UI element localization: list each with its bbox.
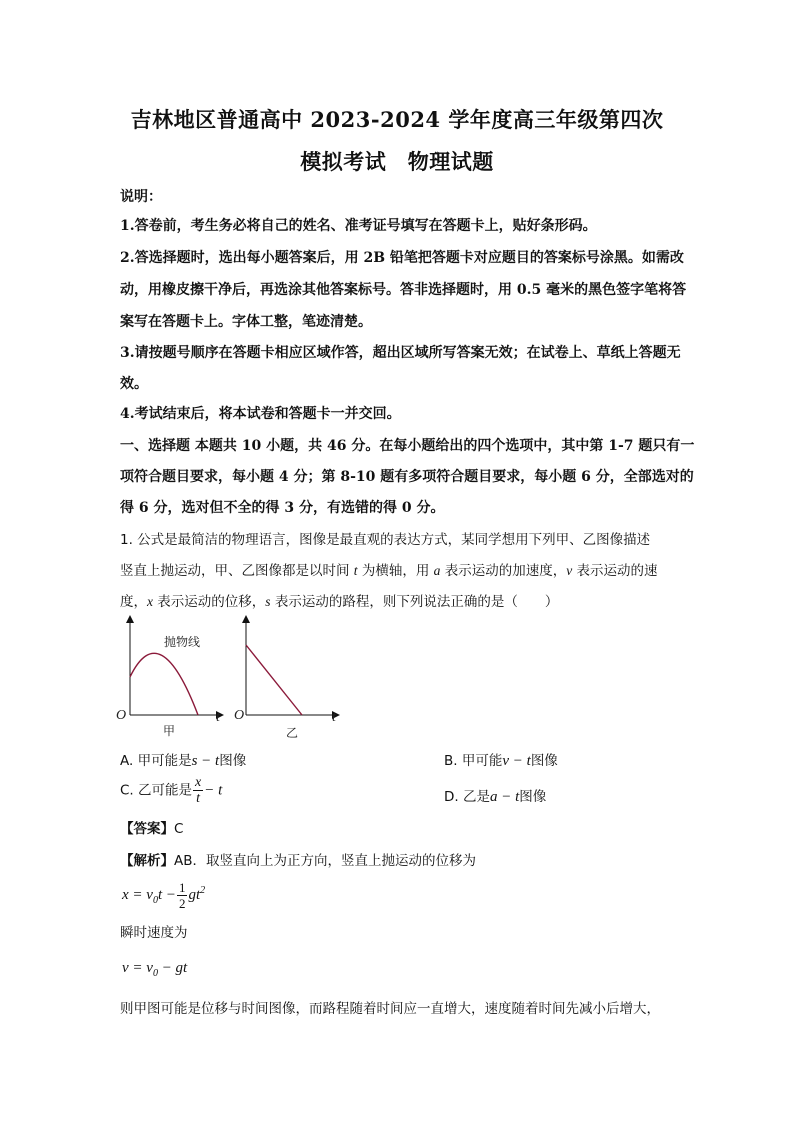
jia-caption: 甲 bbox=[163, 724, 176, 738]
f2-sub: 0 bbox=[152, 968, 158, 979]
f1-mid: t − bbox=[157, 886, 176, 903]
title-line-2: 模拟考试 物理试题 bbox=[300, 149, 494, 174]
analysis-label: 【解析】 bbox=[120, 853, 174, 869]
graph-yi bbox=[228, 615, 346, 743]
jia-axis-label: t bbox=[216, 710, 220, 725]
question-1-line-2 bbox=[120, 562, 680, 580]
instructions-label: 说明： bbox=[120, 189, 162, 205]
jia-parabola-curve bbox=[130, 653, 198, 715]
answer-value: C bbox=[174, 821, 184, 837]
option-c-math: − t bbox=[204, 782, 223, 799]
option-c-numerator: x bbox=[195, 775, 202, 790]
f2-rhs: − gt bbox=[157, 960, 188, 976]
f1-lhs: x = v bbox=[122, 886, 153, 903]
q1-var-v: v bbox=[566, 563, 573, 578]
analysis-text: AB．取竖直向上为正方向，竖直上抛运动的位移为 bbox=[174, 853, 476, 869]
instruction-4: 4.考试结束后，将本试卷和答题卡一并交回。 bbox=[120, 406, 401, 422]
graph-jia bbox=[112, 615, 230, 743]
q1-text-c: 表示运动的加速度， bbox=[440, 563, 567, 579]
formula-displacement bbox=[122, 880, 205, 911]
option-a-suffix: 图像 bbox=[219, 753, 247, 769]
q1-text-g: 表示运动的路程，则下列说法正确的是（ ） bbox=[270, 594, 559, 610]
instruction-3-cont: 效。 bbox=[120, 376, 148, 392]
section-header: 一、选择题 本题共 10 小题，共 46 分。在每小题给出的四个选项中，其中第 1-7 题只有一 bbox=[120, 438, 695, 454]
analysis-line-2: 瞬时速度为 bbox=[120, 925, 188, 941]
option-b-suffix: 图像 bbox=[530, 753, 558, 769]
option-a-prefix: A. 甲可能是 bbox=[120, 753, 192, 769]
q1-var-s: s bbox=[265, 594, 271, 609]
f1-fraction bbox=[177, 880, 188, 911]
option-a bbox=[120, 749, 246, 770]
yi-origin: O bbox=[234, 708, 245, 723]
instruction-2-cont2: 案写在答题卡上。字体工整，笔迹清楚。 bbox=[120, 314, 372, 330]
f2-lhs: v = v bbox=[122, 960, 153, 976]
answer-line bbox=[120, 820, 680, 838]
title-line-1: 吉林地区普通高中 2023-2024 学年度高三年级第四次 bbox=[130, 107, 664, 132]
analysis-line-1 bbox=[120, 852, 680, 870]
option-c-fraction bbox=[193, 775, 203, 806]
q1-text-b: 为横轴，用 bbox=[357, 563, 434, 579]
question-1-line-1: 1. 公式是最简洁的物理语言，图像是最直观的表达方式，某同学想用下列甲、乙图像描述 bbox=[120, 532, 651, 548]
q1-text-d: 表示运动的速 bbox=[572, 563, 658, 579]
q1-var-x: x bbox=[147, 594, 153, 609]
instruction-1: 1.答卷前，考生务必将自己的姓名、准考证号填写在答题卡上，贴好条形码。 bbox=[120, 218, 597, 234]
yi-axis-label: t bbox=[332, 710, 336, 725]
yi-straight-line bbox=[246, 645, 302, 715]
formula-velocity bbox=[122, 960, 187, 979]
q1-text-f: 表示运动的位移， bbox=[153, 594, 266, 610]
q1-text-e: 度， bbox=[120, 594, 147, 610]
option-c-denominator: t bbox=[196, 791, 201, 806]
analysis-line-3: 则甲图可能是位移与时间图像，而路程随着时间应一直增大，速度随着时间先减小后增大， bbox=[120, 1001, 660, 1017]
instruction-2-cont: 动，用橡皮擦干净后，再选涂其他答案标号。答非选择题时，用 0.5 毫米的黑色签字笔将答 bbox=[120, 282, 687, 298]
option-d bbox=[444, 785, 546, 806]
section-line-3: 得 6 分，选对但不全的得 3 分，有选错的得 0 分。 bbox=[120, 500, 445, 516]
answer-label: 【答案】 bbox=[120, 821, 174, 837]
option-a-math: s − t bbox=[191, 753, 220, 769]
q1-text-a: 竖直上抛运动，甲、乙图像都是以时间 bbox=[120, 563, 354, 579]
section-line-2: 项符合题目要求，每小题 4 分；第 8-10 题有多项符合题目要求，每小题 6 分，全部选对的 bbox=[120, 469, 694, 485]
jia-origin: O bbox=[116, 708, 127, 723]
option-b bbox=[444, 749, 558, 770]
f1-num: 1 bbox=[178, 880, 186, 895]
option-d-prefix: D. 乙是 bbox=[444, 789, 490, 805]
q1-var-a: a bbox=[433, 563, 441, 578]
instruction-2: 2.答选择题时，选出每小题答案后，用 2B 铅笔把答题卡对应题目的答案标号涂黑。如需改 bbox=[120, 250, 684, 266]
question-1-line-3 bbox=[120, 593, 680, 611]
f1-rhs: gt bbox=[188, 886, 201, 903]
option-b-math: v − t bbox=[502, 753, 531, 769]
option-d-math: a − t bbox=[489, 789, 520, 805]
option-b-prefix: B. 甲可能 bbox=[444, 753, 503, 769]
option-d-suffix: 图像 bbox=[519, 789, 547, 805]
option-c-prefix: C. 乙可能是 bbox=[120, 782, 193, 799]
q1-var-t: t bbox=[353, 563, 358, 578]
jia-curve-label: 抛物线 bbox=[164, 635, 201, 649]
f1-den: 2 bbox=[178, 896, 186, 911]
f1-sub: 0 bbox=[152, 894, 158, 906]
yi-caption: 乙 bbox=[286, 726, 299, 740]
option-c bbox=[120, 775, 222, 806]
instruction-3: 3.请按题号顺序在答题卡相应区域作答，超出区域所写答案无效；在试卷上、草纸上答题无 bbox=[120, 345, 681, 361]
f1-sup: 2 bbox=[200, 884, 206, 896]
